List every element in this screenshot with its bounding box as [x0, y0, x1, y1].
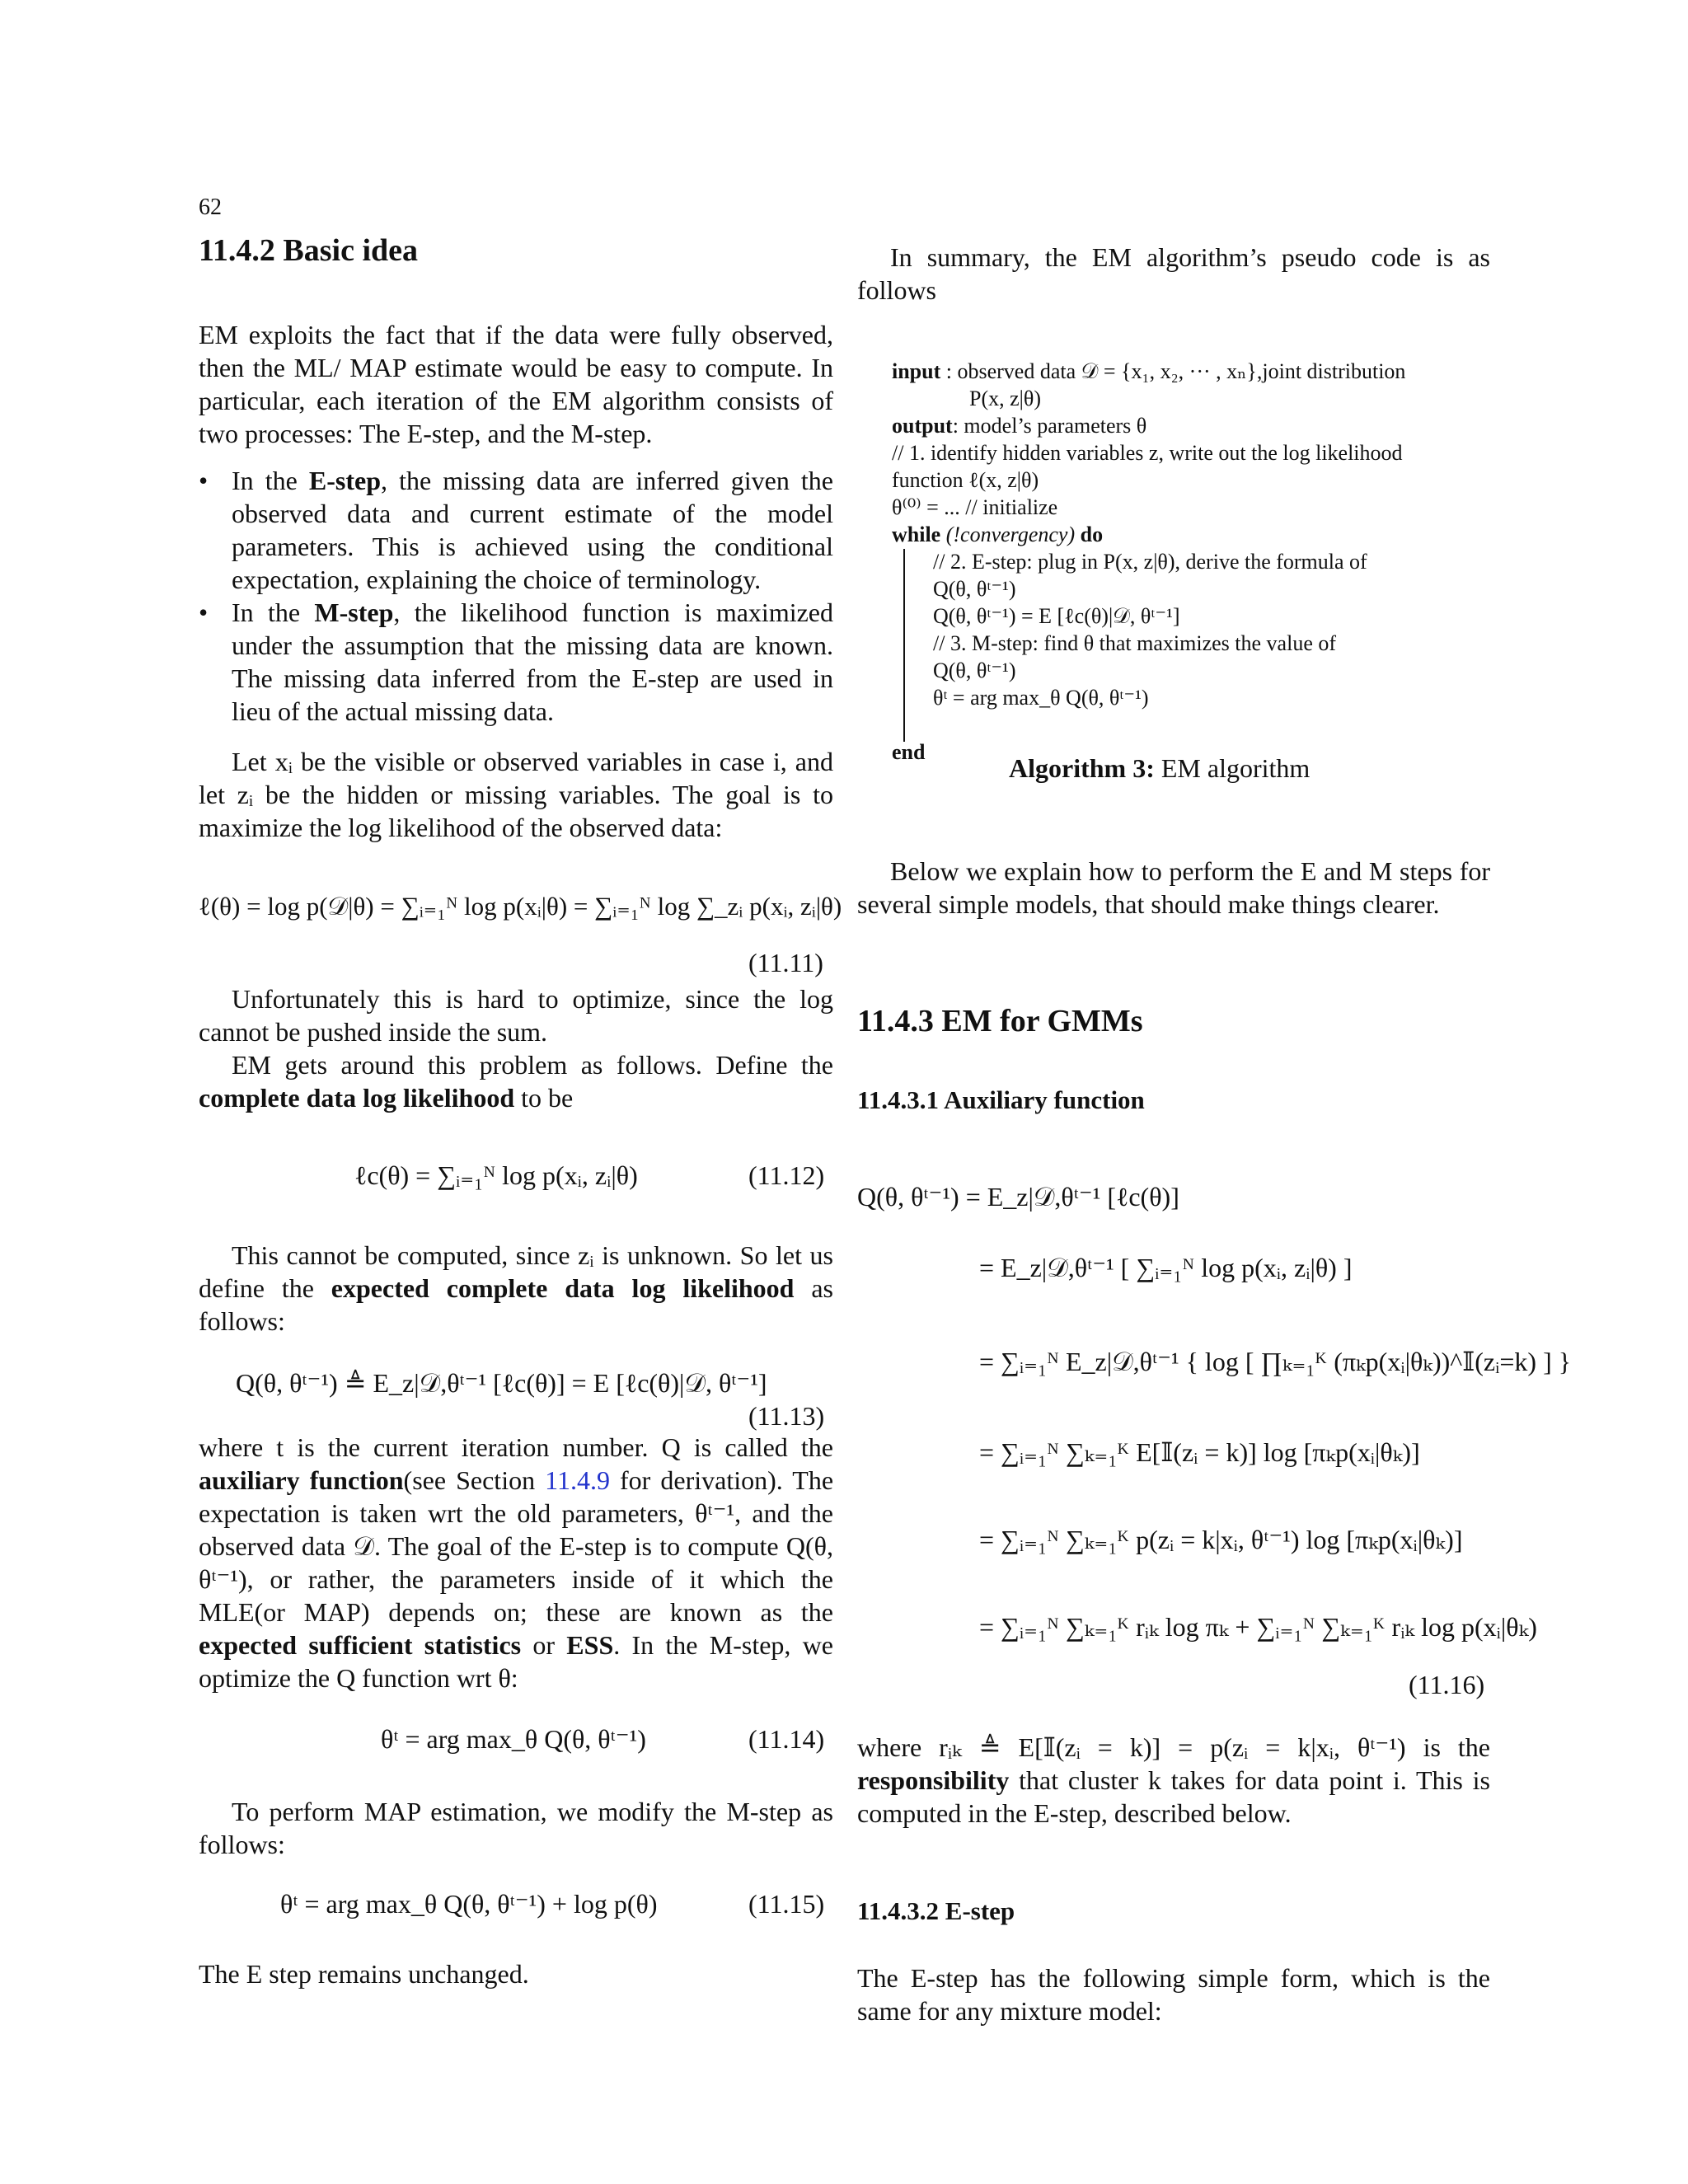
algo-while-line: while (!convergency) do	[892, 523, 1104, 546]
bullet-mstep: • In the M-step, the likelihood function is maximized under the assumption that the missing data are known. The missing data inferred from the E-step are used in lieu of the actual missing data.	[199, 596, 833, 728]
cannot-block	[199, 1239, 833, 1338]
map-block	[199, 1795, 833, 1861]
algo-end-line: end	[892, 740, 926, 764]
summary-block	[857, 241, 1490, 307]
algo-body-line-4: // 3. M-step: find θ that maximizes the value of	[933, 631, 1337, 655]
equation-11-16-line-3: = ∑ᵢ₌₁ᴺ E_z|𝒟,θᵗ⁻¹ { log [ ∏ₖ₌₁ᴷ (πₖp(xᵢ|θₖ))^𝕀(zᵢ=k) ] }	[979, 1347, 1572, 1376]
subsection-aux-block	[857, 1085, 1492, 1116]
algo-input-line-2: P(x, z|θ)	[969, 387, 1041, 410]
below-paragraph: Below we explain how to perform the E and M steps for several simple models, that should make things clearer.	[857, 856, 1490, 919]
cannot-paragraph: This cannot be computed, since zᵢ is unknown. So let us define the expected complete data log likelihood as follows:	[199, 1240, 833, 1336]
let-paragraph-block	[199, 745, 833, 844]
intro-paragraph: EM exploits the fact that if the data were fully observed, then the ML/ MAP estimate would be easy to compute. In particular, each iteration of the EM algorithm consists of two processes: The E-step, and the M-step.	[199, 320, 833, 448]
let-paragraph: Let xᵢ be the visible or observed variables in case i, and let zᵢ be the hidden or missing variables. The goal is to maximize the log likelihood of the observed data:	[199, 747, 833, 842]
algo-caption: Algorithm 3: EM algorithm	[1009, 753, 1311, 783]
equation-11-16-line-5: = ∑ᵢ₌₁ᴺ ∑ₖ₌₁ᴷ p(zᵢ = k|xᵢ, θᵗ⁻¹) log [πₖp(xᵢ|θₖ)]	[979, 1525, 1463, 1554]
subsection-estep-block	[857, 1896, 1492, 1927]
section-11-4-3-block	[857, 1003, 1492, 1039]
algo-output-line: output: model’s parameters θ	[892, 414, 1147, 438]
algo-input-line: input : observed data 𝒟 = {x₁, x₂, ··· , xₙ},joint distribution	[892, 359, 1406, 383]
equation-11-16-line-6: = ∑ᵢ₌₁ᴺ ∑ₖ₌₁ᴷ rᵢₖ log πₖ + ∑ᵢ₌₁ᴺ ∑ₖ₌₁ᴷ rᵢₖ log p(xᵢ|θₖ)	[979, 1612, 1537, 1642]
estep-form-block	[857, 1961, 1490, 2027]
algo-init-line: θ⁽⁰⁾ = ... // initialize	[892, 495, 1058, 519]
algo-step1-line-2: function ℓ(x, z|θ)	[892, 468, 1039, 492]
equation-11-14: θᵗ = arg max_θ Q(θ, θᵗ⁻¹)	[381, 1724, 646, 1754]
equation-number-11-14: (11.14)	[748, 1724, 825, 1754]
page-number: 62	[199, 194, 222, 220]
responsibility-paragraph: where rᵢₖ ≜ E[𝕀(zᵢ = k)] = p(zᵢ = k|xᵢ, θᵗ⁻¹) is the responsibility that cluster k takes for data point i. This is computed in the E-step, described below.	[857, 1732, 1490, 1828]
left-intro-block	[199, 318, 833, 450]
bullet-list-block	[199, 464, 833, 728]
equation-11-13: Q(θ, θᵗ⁻¹) ≜ E_z|𝒟,θᵗ⁻¹ [ℓc(θ)] = E [ℓc(θ)|𝒟, θᵗ⁻¹]	[236, 1368, 767, 1398]
map-paragraph: To perform MAP estimation, we modify the M-step as follows:	[199, 1797, 833, 1859]
section-heading-em-for-gmms: 11.4.3 EM for GMMs	[857, 1004, 1143, 1038]
estep-form-paragraph: The E-step has the following simple form, which is the same for any mixture model:	[857, 1963, 1490, 2026]
equation-number-11-15: (11.15)	[748, 1889, 825, 1919]
equation-number-11-16: (11.16)	[1409, 1670, 1485, 1699]
where-block	[199, 1431, 833, 1694]
summary-paragraph: In summary, the EM algorithm’s pseudo code is as follows	[857, 242, 1490, 305]
subsection-heading-e-step: 11.4.3.2 E-step	[857, 1896, 1015, 1925]
left-column	[199, 232, 833, 269]
equation-number-11-11: (11.11)	[748, 948, 823, 977]
algo-loop-bar	[903, 549, 905, 742]
bullet-estep: • In the E-step, the missing data are inferred given the observed data and current estimate of the model parameters. This is achieved using the conditional expectation, explaining the choice of terminology.	[199, 464, 833, 596]
equation-11-16-line-1: Q(θ, θᵗ⁻¹) = E_z|𝒟,θᵗ⁻¹ [ℓc(θ)]	[857, 1182, 1179, 1212]
equation-number-11-12: (11.12)	[748, 1160, 825, 1190]
equation-11-16-line-2: = E_z|𝒟,θᵗ⁻¹ [ ∑ᵢ₌₁ᴺ log p(xᵢ, zᵢ|θ) ]	[979, 1253, 1353, 1282]
equation-11-12: ℓc(θ) = ∑ᵢ₌₁ᴺ log p(xᵢ, zᵢ|θ)	[354, 1160, 638, 1190]
em-gets-around-paragraph: EM gets around this problem as follows. Define the complete data log likelihood to be	[199, 1050, 833, 1113]
algo-body-line-1: // 2. E-step: plug in P(x, z|θ), derive the formula of	[933, 550, 1367, 574]
section-heading-basic-idea: 11.4.2 Basic idea	[199, 233, 419, 268]
unfortunately-paragraph: Unfortunately this is hard to optimize, since the log cannot be pushed inside the sum.	[199, 984, 833, 1047]
algo-step1-line: // 1. identify hidden variables z, write out the log likelihood	[892, 441, 1403, 465]
algo-body-line-2: Q(θ, θᵗ⁻¹)	[933, 577, 1016, 601]
algo-body-line-6: θᵗ = arg max_θ Q(θ, θᵗ⁻¹)	[933, 686, 1149, 710]
section-link-11-4-9[interactable]: 11.4.9	[545, 1465, 610, 1495]
unfortunately-block	[199, 982, 833, 1114]
responsibility-block	[857, 1731, 1490, 1830]
equation-11-15: θᵗ = arg max_θ Q(θ, θᵗ⁻¹) + log p(θ)	[280, 1889, 658, 1919]
algorithm-3	[892, 358, 1518, 819]
equation-11-16-line-4: = ∑ᵢ₌₁ᴺ ∑ₖ₌₁ᴷ E[𝕀(zᵢ = k)] log [πₖp(xᵢ|θₖ)]	[979, 1437, 1420, 1467]
where-paragraph: where t is the current iteration number. Q is called the auxiliary function(see Section 11.4.9 for derivation). The expectation is taken wrt the old parameters, θᵗ⁻¹, and the observed data 𝒟. The goal of the E-step is to compute Q(θ, θᵗ⁻¹), or rather, the parameters inside of it which the MLE(or MAP) depends on; these are known as the expected sufficient statistics or ESS. In the M-step, we optimize the Q function wrt θ:	[199, 1432, 834, 1693]
algo-body-line-3: Q(θ, θᵗ⁻¹) = E [ℓc(θ)|𝒟, θᵗ⁻¹]	[933, 604, 1180, 628]
algo-body-line-5: Q(θ, θᵗ⁻¹)	[933, 658, 1016, 682]
subsection-heading-auxiliary-function: 11.4.3.1 Auxiliary function	[857, 1085, 1145, 1114]
equation-11-11: ℓ(θ) = log p(𝒟|θ) = ∑ᵢ₌₁ᴺ log p(xᵢ|θ) = ∑ᵢ₌₁ᴺ log ∑_zᵢ p(xᵢ, zᵢ|θ)	[199, 892, 842, 921]
estep-mstep-list	[199, 464, 833, 728]
estep-unchanged-paragraph: The E step remains unchanged.	[199, 1959, 529, 1989]
below-block	[857, 855, 1490, 921]
estep-unchanged-block	[199, 1957, 833, 1990]
equation-number-11-13: (11.13)	[748, 1401, 825, 1431]
